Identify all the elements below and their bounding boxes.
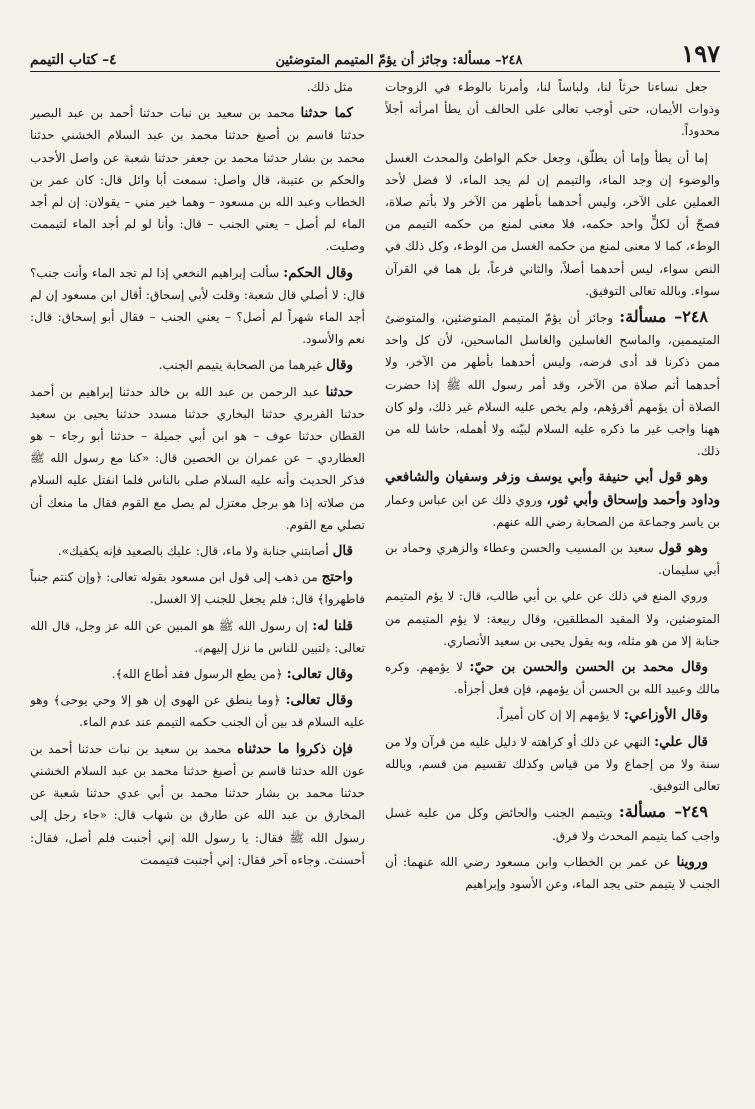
paragraph-lead: قال علي: <box>654 733 708 750</box>
paragraph-text: غيرهما من الصحابة يتيمم الجنب. <box>158 358 323 373</box>
left-column <box>30 76 365 1095</box>
paragraph-text: سعيد بن المسيب والحسن وعطاء والزهري وحماد بن أبي سليمان. <box>385 541 720 578</box>
paragraph-text: لا يؤمهم إلا إن كان أميراً. <box>495 708 621 723</box>
paragraph-lead: واحتج <box>321 569 353 586</box>
paragraph-text: ﴿من يطع الرسول فقد أطاع الله﴾. <box>111 667 283 682</box>
paragraph <box>385 76 720 143</box>
paragraph-text: عبد الرحمن بن عبد الله بن خالد حدثنا إبراهيم بن أحمد حدثنا الفربري حدثنا البخاري حدثنا مسدد حدثنا يحيى بن سعيد القطان حدثنا عوف – هو ابن أبي جميلة – حدثنا أبو رجاء – هو العطاردي – عن عمران بن الحصين قال: «كنا مع رسول الله ﷺ فذكر الحديث وأنه عليه السلام صلى بالناس فلما انفتل عليه السلام من صلاته إذا هو برجل معتزل لم يصل مع القوم فقال ما منعك أن تصلي مع القوم. <box>30 384 365 532</box>
paragraph <box>385 537 720 581</box>
paragraph-text: محمد بن سعيد بن نبات حدثنا أحمد بن عون الله حدثنا قاسم بن أصبغ حدثنا محمد بن عبد السلام الخشني حدثنا محمد بن بشار حدثنا محمد بن أبي عدي حدثنا شعبة عن المخارق بن عبد الله عن طارق بن شهاب قال: «جاء رجل إلى رسول الله ﷺ فقال: يا رسول الله إني أجنبت فلم أصل، فقال: أحسنت. وجاءه آخر فقال: إني أجنبت فتيممت <box>30 741 365 867</box>
paragraph-lead: وقال تعالى: <box>285 692 353 709</box>
paragraph-text: وجائز أن يؤمّ المتيمم المتوضئين، والمتوضئ المتيممين، والماسح الغاسلين والغاسل الماسحين، لأن كل واحد ممن ذكرنا قد أدى فرضه، وليس أحدهما بأطهر من الآخر، ولا أحدهما أتم صلاة من الآخر، وقد أمر رسول الله ﷺ إذا حضرت الصلاة أن يؤمهم أقرؤهم، ولم يخص عليه السلام غير ذلك، ولو كان ههنا واجب غير ما ذكره عليه السلام لبيّنه ولا أهمله، حاشا لله من ذلك. <box>385 311 720 459</box>
paragraph <box>30 615 365 659</box>
paragraph-lead: وهو قول أبي حنيفة وأبي يوسف وزفر وسفيان والشافعي وداود وأحمد وإسحاق وأبي ثور، <box>385 469 720 508</box>
paragraph-text: مثل ذلك. <box>306 80 353 94</box>
paragraph-text: النهي عن ذلك أو كراهته لا دليل عليه من قرآن ولا من سنة ولا من إجماع ولا من قياس وكذلك تقسيم من قسم، وبالله تعالى التوفيق. <box>385 734 720 794</box>
paragraph-lead: قلنا له: <box>312 617 353 634</box>
paragraph-lead: وروينا <box>676 853 708 870</box>
paragraph-text: ﴿وما ينطق عن الهوى إن هو إلا وحي يوحى﴾ وهو عليه السلام قد بين أن الجنب حكمه التيمم عند عدم الماء. <box>30 693 365 730</box>
page-number: ١٩٧ <box>681 39 720 68</box>
paragraph <box>30 566 365 610</box>
paragraph-lead: وقال محمد بن الحسن والحسن بن حيّ: <box>469 659 708 676</box>
paragraph-text: لا يؤمهم. وكره مالك وعبيد الله بن الحسن أن يؤمهم، فإن فعل أجزأه. <box>385 660 720 697</box>
paragraph-text: جعل نساءنا حرثاً لنا، ولباساً لنا، وأمرنا بالوطء في الزوجات وذوات الأيمان، حتى أوجب تعالى على الحالف أن يطأ امرأته أجلاً محدوداً. <box>385 80 720 139</box>
paragraph <box>385 731 720 798</box>
paragraph <box>30 102 365 257</box>
paragraph-text: إما أن يطأ وإما أن يطلّق، وجعل حكم الواطئ والمحدث الغسل والوضوء إن وجد الماء، والتيمم إن لم يجد الماء، لا فضل لأحد العملين على الآخر، وليس أحدهما بأطهر من الآخر ولا بأتم صلاة، فصحّ أن لكلٍّ واحد حكمه، فلا معنى لمنع من حكمه التيمم من الوطء، كما لا معنى لمنع من حكمه الغسل من الوطء، وكل ذلك في النص سواء، ليس أحدهما أصلاً، والثاني فرعاً، بل هما في القرآن سواء. وبالله تعالى التوفيق. <box>385 150 720 298</box>
paragraph <box>385 704 720 726</box>
book-title: ٤– كتاب التيمم <box>30 52 117 68</box>
paragraph-text: وروي ذلك عن ابن عباس وعمار بن ياسر وجماعة من الصحابة رضي الله عنهم. <box>385 492 720 529</box>
paragraph <box>385 147 720 302</box>
paragraph <box>30 540 365 562</box>
paragraph-lead: كما حدثنا <box>300 105 353 122</box>
paragraph <box>30 262 365 351</box>
paragraph-lead: وقال تعالى: <box>286 666 353 683</box>
paragraph-text: محمد بن سعيد بن نبات حدثنا أحمد بن عبد البصير حدثنا قاسم بن أصبغ حدثنا محمد بن عبد السلام الخشني حدثنا محمد بن بشار حدثنا محمد بن جعفر حدثنا شعبة عن واصل الأحدب والحكم بن عتيبة، قال واصل: سمعت أبا وائل قال: كان عمر بن الخطاب وعبد الله بن مسعود – وهما خير مني – يقولان: إن لم أجد الماء لم أصل – يعني الجنب – قال: وأنا لو لم أجد الماء لتيممت وصليت. <box>30 106 365 254</box>
paragraph-lead: وهو قول <box>658 540 708 557</box>
paragraph-lead: وقال الأوزاعي: <box>623 707 708 724</box>
paragraph-lead: وقال الحكم: <box>283 264 353 281</box>
paragraph-lead: حدثنا <box>325 383 353 400</box>
paragraph-lead: وقال <box>326 357 353 374</box>
paragraph <box>385 585 720 652</box>
right-column <box>385 76 720 1095</box>
paragraph <box>30 76 365 98</box>
paragraph <box>30 354 365 376</box>
paragraph <box>385 466 720 533</box>
paragraph <box>385 656 720 700</box>
paragraph-text: عن عمر بن الخطاب وابن مسعود رضي الله عنهما: أن الجنب لا يتيمم حتى يجد الماء، وعن الأسود وإبراهيم <box>385 854 720 891</box>
paragraph-lead: ٢٤٨– مسألة: <box>619 307 708 327</box>
page-header <box>30 34 720 72</box>
paragraph <box>30 663 365 685</box>
paragraph <box>385 851 720 895</box>
paragraph <box>30 689 365 733</box>
paragraph-lead: فإن ذكروا ما حدثناه <box>237 740 353 757</box>
paragraph <box>385 306 720 462</box>
paragraph-text: ويتيمم الجنب والحائض وكل من عليه غسل واجب كما يتيمم المحدث ولا فرق. <box>385 806 720 843</box>
paragraph-text: وروي المنع في ذلك عن علي بن أبي طالب، قال: لا يؤم المتيمم المتوضئين، ولا المقيد المطلقين، وقال ربيعة: لا يؤم المتيمم من جنابة إلا من هو مثله، وبه يقول يحيى بن سعيد الأنصاري. <box>385 589 720 648</box>
paragraph-lead: قال <box>332 543 353 560</box>
paragraph-text: سألت إبراهيم النخعي إذا لم تجد الماء وأنت جنب؟ قال: لا أصلي قال شعبة: وقلت لأبي إسحاق: أقال ابن مسعود إن لم أجد الماء شهراً لم أصل؟ – يعني الجنب – فقال أبو إسحاق: قال: نعم والأسود. <box>30 265 365 347</box>
paragraph-text: أصابتني جنابة ولا ماء، قال: عليك بالصعيد فإنه يكفيك». <box>57 544 329 559</box>
paragraph <box>30 738 365 871</box>
paragraph <box>30 381 365 536</box>
paragraph <box>385 801 720 846</box>
paragraph-text: من ذهب إلى قول ابن مسعود بقوله تعالى: ﴿وإن كنتم جنباً فاطهروا﴾ قال: فلم يجعل للجنب إلا الغسل. <box>30 570 365 607</box>
running-title: ٢٤٨– مسألة: وجائز أن يؤمّ المتيمم المتوضئين <box>275 53 523 68</box>
text-columns <box>30 76 720 1095</box>
paragraph-lead: ٢٤٩– مسألة: <box>618 802 708 822</box>
paragraph-text: إن رسول الله ﷺ هو المبين عن الله عز وجل، قال الله تعالى: ﴿لتبين للناس ما نزل إليهم﴾. <box>30 618 365 655</box>
